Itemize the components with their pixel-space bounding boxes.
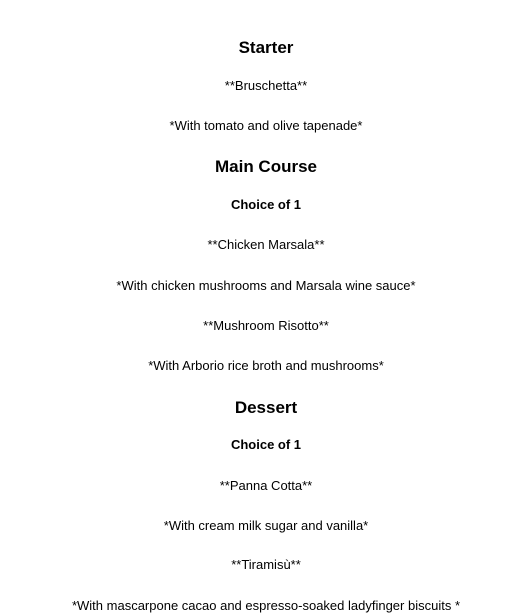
choice-label-dessert: Choice of 1 — [230, 437, 302, 452]
menu-item-description: *With tomato and olive tapenade* — [169, 118, 363, 133]
menu-item-name: **Panna Cotta** — [219, 478, 313, 493]
menu-item-description: *With Arborio rice broth and mushrooms* — [148, 358, 384, 373]
choice-label-main-course: Choice of 1 — [230, 197, 302, 212]
section-heading-main-course: Main Course — [214, 157, 318, 176]
menu-item-description: *With chicken mushrooms and Marsala wine sauce* — [116, 278, 416, 293]
menu-item-name: **Chicken Marsala** — [207, 237, 325, 252]
section-heading-starter: Starter — [238, 38, 294, 57]
menu-item-name: **Mushroom Risotto** — [203, 318, 329, 333]
menu-item-description: *With cream milk sugar and vanilla* — [163, 518, 369, 533]
menu-item-description: *With mascarpone cacao and espresso-soaked ladyfinger biscuits * — [71, 598, 461, 613]
menu-item-name: **Tiramisù** — [231, 557, 301, 572]
section-heading-dessert: Dessert — [234, 398, 298, 417]
menu-item-name: **Bruschetta** — [224, 78, 308, 93]
